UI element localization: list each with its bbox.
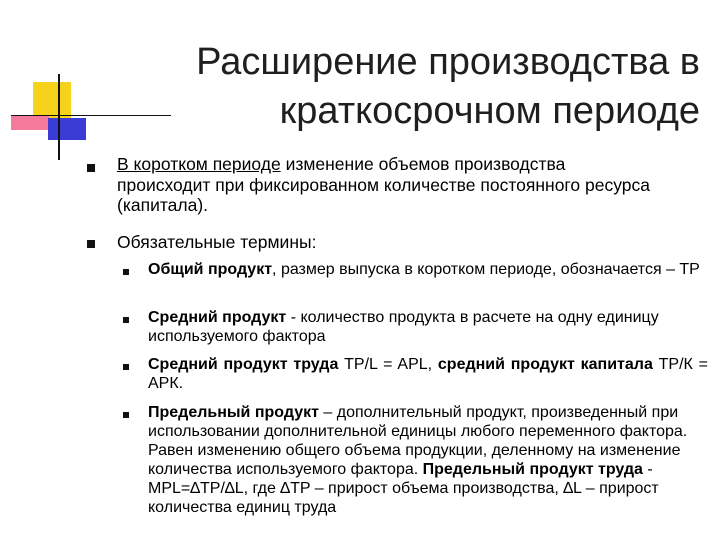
term-definition-2: ТР/К = АРК.	[148, 356, 708, 392]
decor-pink-square	[11, 116, 49, 130]
term-definition-2: - MPL=∆TP/∆L, где ∆TP – прирост объема производства, ∆L – прирост количества единиц труда	[148, 461, 659, 516]
bullet-text	[117, 154, 657, 216]
term-definition: ТР/L = APL,	[338, 356, 438, 373]
term-text	[148, 260, 708, 279]
bullet-square-icon	[123, 317, 129, 323]
term-definition: – дополнительный продукт, произведенный при использовании дополнительной единицы любого переменного фактора. Равен изменению общего объема продукции, деленному на изменение количества используемого фактора.	[148, 404, 688, 478]
underlined-phrase: В коротком периоде	[117, 154, 281, 174]
bullet-square-icon	[87, 164, 95, 172]
term-definition: , размер выпуска в коротком периоде, обозначается – ТР	[272, 261, 700, 278]
bullet-square-icon	[123, 269, 129, 275]
term-text	[148, 308, 708, 346]
term-name: Общий продукт	[148, 261, 273, 278]
bullet-text	[117, 232, 657, 253]
term-name: Предельный продукт	[148, 404, 319, 421]
term-name-2: Предельный продукт труда	[422, 461, 643, 478]
slide-title	[110, 38, 700, 136]
bullet-square-icon	[87, 240, 95, 248]
term-name: Средний продукт	[148, 309, 287, 326]
term-definition: - количество продукта в расчете на одну единицу используемого фактора	[148, 309, 659, 345]
bullet-body: изменение объемов производства происходит при фиксированном количестве постоянного ресурса (капитала).	[117, 154, 651, 215]
decor-vertical-line	[58, 74, 60, 160]
decor-blue-square	[48, 118, 86, 140]
slide-title-line-1: Расширение производства в	[196, 41, 700, 83]
bullet-square-icon	[123, 412, 129, 418]
bullet-body: Обязательные термины:	[117, 232, 317, 252]
term-text	[148, 403, 708, 517]
slide-title-line-2: краткосрочном периоде	[279, 90, 700, 132]
term-name: Средний продукт труда	[148, 356, 339, 373]
term-name-2: средний продукт капитала	[437, 356, 653, 373]
term-text	[148, 355, 708, 393]
bullet-square-icon	[123, 364, 129, 370]
